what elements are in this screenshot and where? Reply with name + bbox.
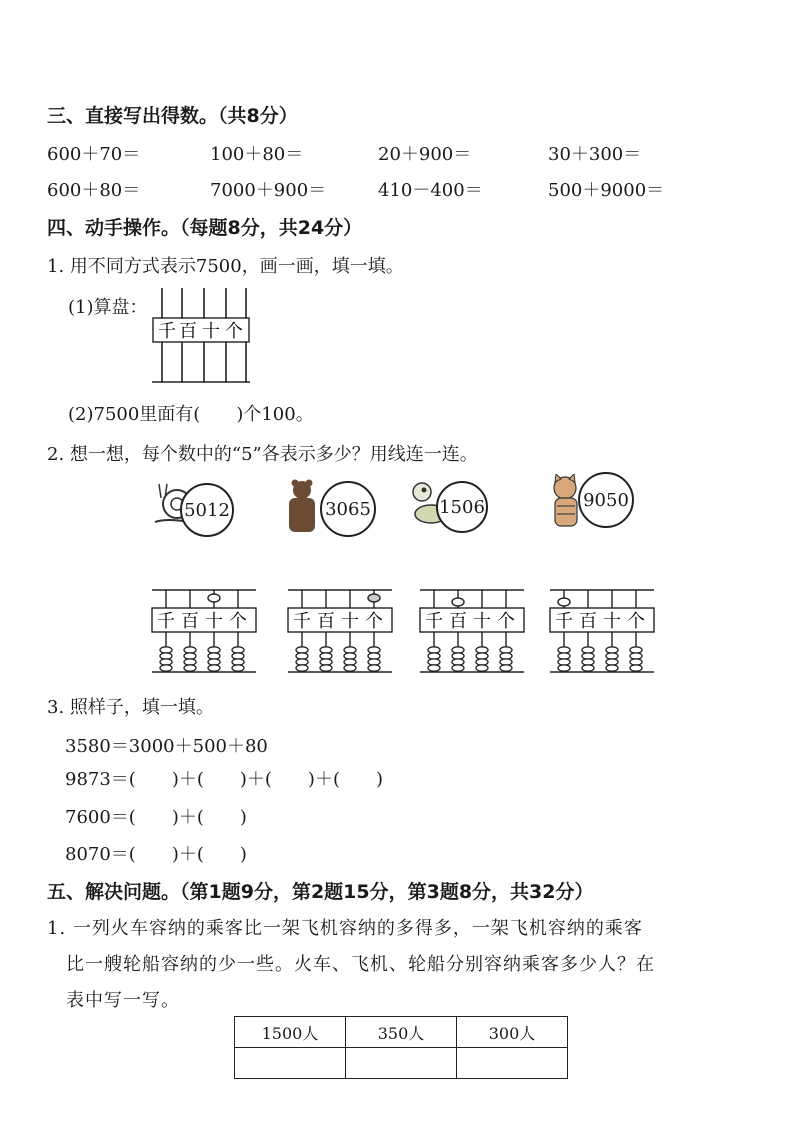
- number-bubble-3065[interactable]: [320, 481, 376, 537]
- section-4-title: 四、动手操作。（每题8分，共24分）: [47, 217, 363, 239]
- number-text: 5012: [184, 499, 230, 521]
- section-5-title: 五、解决问题。（第1题9分，第2题15分，第3题8分，共32分）: [47, 881, 594, 903]
- abacus-label: (1)算盘：: [68, 297, 148, 318]
- answer-cell[interactable]: [235, 1048, 346, 1079]
- example-equation: 3580＝3000＋500＋80: [65, 736, 268, 757]
- empty-abacus[interactable]: [150, 284, 260, 384]
- place-label: 十: [341, 611, 359, 632]
- calc-item: 30＋300＝: [548, 144, 642, 165]
- question-2: 2. 想一想，每个数中的“5”各表示多少？用线连一连。: [47, 444, 478, 465]
- problem-line: 比一艘轮船容纳的少一些。火车、飞机、轮船分别容纳乘客多少人？在: [66, 954, 655, 975]
- hundreds-fill-question: (2)7500里面有( )个100。: [68, 404, 314, 425]
- question-1: 1. 用不同方式表示7500，画一画，填一填。: [47, 256, 404, 277]
- problem-line: 1. 一列火车容纳的乘客比一架飞机容纳的多得多，一架飞机容纳的乘客: [47, 918, 643, 939]
- answer-cell[interactable]: [346, 1048, 457, 1079]
- calc-item: 7000＋900＝: [210, 180, 327, 201]
- answer-cell[interactable]: [457, 1048, 568, 1079]
- abacus-b[interactable]: [284, 580, 396, 676]
- place-label: 十: [603, 611, 621, 632]
- place-label: 个: [627, 611, 645, 632]
- place-label: 个: [365, 611, 383, 632]
- place-label: 千: [555, 611, 573, 632]
- abacus-a[interactable]: [148, 580, 260, 676]
- place-label: 百: [179, 321, 197, 342]
- calc-item: 410－400＝: [378, 180, 483, 201]
- place-label: 千: [293, 611, 311, 632]
- place-label: 百: [449, 611, 467, 632]
- place-label: 个: [225, 321, 243, 342]
- answer-table: [234, 1016, 568, 1079]
- place-label: 十: [202, 321, 220, 342]
- calc-item: 600＋80＝: [47, 180, 141, 201]
- fill-equation: 8070＝( )＋( ): [65, 844, 247, 865]
- table-header-cell: 300人: [457, 1017, 568, 1048]
- place-label: 百: [181, 611, 199, 632]
- fill-equation: 9873＝( )＋( )＋( )＋( ): [65, 769, 383, 790]
- place-label: 个: [229, 611, 247, 632]
- place-label: 千: [158, 321, 176, 342]
- abacus-c[interactable]: [416, 580, 528, 676]
- number-bubble-5012[interactable]: [180, 483, 234, 537]
- place-label: 个: [497, 611, 515, 632]
- problem-line: 表中写一写。: [66, 990, 180, 1011]
- place-label: 十: [473, 611, 491, 632]
- number-bubble-9050[interactable]: [578, 472, 634, 528]
- table-header-cell: 1500人: [235, 1017, 346, 1048]
- place-label: 十: [205, 611, 223, 632]
- number-text: 3065: [325, 498, 371, 520]
- abacus-d[interactable]: [546, 580, 658, 676]
- number-text: 9050: [583, 489, 629, 511]
- calc-item: 500＋9000＝: [548, 180, 665, 201]
- section-3-title: 三、直接写出得数。（共8分）: [47, 105, 298, 127]
- table-header-cell: 350人: [346, 1017, 457, 1048]
- calc-item: 600＋70＝: [47, 144, 141, 165]
- calc-item: 100＋80＝: [210, 144, 304, 165]
- question-3: 3. 照样子，填一填。: [47, 697, 214, 718]
- bear-icon: [284, 478, 320, 534]
- calc-item: 20＋900＝: [378, 144, 472, 165]
- number-bubble-1506[interactable]: [436, 481, 488, 533]
- place-label: 千: [157, 611, 175, 632]
- number-text: 1506: [439, 496, 485, 518]
- place-label: 百: [317, 611, 335, 632]
- fill-equation: 7600＝( )＋( ): [65, 807, 247, 828]
- place-label: 千: [425, 611, 443, 632]
- place-label: 百: [579, 611, 597, 632]
